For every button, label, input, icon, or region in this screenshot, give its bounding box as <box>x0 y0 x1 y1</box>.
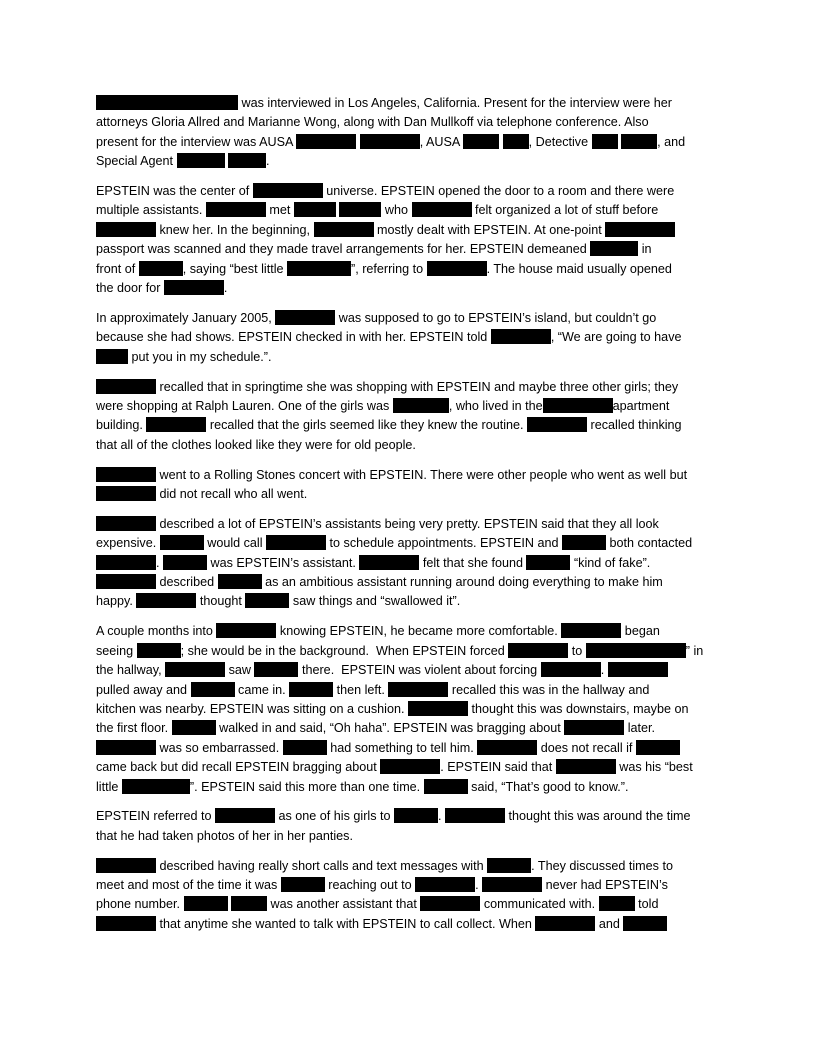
redaction-bar <box>388 682 448 697</box>
redaction-bar <box>146 417 206 432</box>
redaction-bar <box>206 202 266 217</box>
text-line <box>96 328 724 347</box>
text-segment: the door for <box>96 281 164 296</box>
text-segment: put you in my schedule.”. <box>128 349 272 364</box>
redaction-bar <box>526 555 570 570</box>
redaction-bar <box>218 574 262 589</box>
text-line <box>96 436 724 455</box>
text-segment: who <box>381 203 412 218</box>
text-segment: that anytime she wanted to talk with EPSTEIN to call collect. When <box>156 916 536 931</box>
text-line <box>96 182 724 201</box>
text-segment: to <box>568 643 586 658</box>
paragraph <box>96 309 724 367</box>
redaction-bar <box>608 662 668 677</box>
redaction-bar <box>231 896 267 911</box>
redaction-bar <box>420 896 480 911</box>
redaction-bar <box>477 740 537 755</box>
redaction-bar <box>164 280 224 295</box>
redaction-bar <box>96 349 128 364</box>
text-segment: . <box>156 555 163 570</box>
redaction-bar <box>96 95 238 110</box>
text-line <box>96 778 724 797</box>
redaction-bar <box>541 662 601 677</box>
redaction-bar <box>96 916 156 931</box>
text-segment: happy. <box>96 594 137 609</box>
text-segment: recalled this was in the hallway and <box>448 682 650 697</box>
text-segment: does not recall if <box>537 740 636 755</box>
text-segment: was interviewed in Los Angeles, California. Present for the interview were her <box>238 96 672 110</box>
text-segment: meet and most of the time it was <box>96 878 281 893</box>
redaction-bar <box>527 417 587 432</box>
text-segment: reaching out to <box>324 878 416 893</box>
text-segment: had something to tell him. <box>326 740 478 755</box>
text-segment: then left. <box>333 682 389 697</box>
text-segment: , Detective <box>528 134 592 149</box>
text-segment: communicated with. <box>480 897 599 912</box>
text-segment: described a lot of EPSTEIN’s assistants being very pretty. EPSTEIN said that they all look <box>156 516 659 531</box>
redaction-bar <box>283 740 327 755</box>
text-segment: , saying “best little <box>182 261 287 276</box>
text-line <box>96 240 724 259</box>
text-line <box>96 279 724 298</box>
text-segment: universe. EPSTEIN opened the door to a room and there were <box>322 184 675 199</box>
text-line <box>96 758 724 777</box>
text-line <box>96 573 724 592</box>
text-line <box>96 895 724 914</box>
redaction-bar <box>253 183 323 198</box>
text-segment: knew her. In the beginning, <box>156 222 314 237</box>
document-body <box>96 94 724 945</box>
text-line <box>96 378 724 397</box>
text-segment: felt that she found <box>419 555 527 570</box>
text-segment: . EPSTEIN said that <box>440 760 556 775</box>
text-segment: said, “That’s good to know.”. <box>467 779 629 794</box>
text-line <box>96 827 724 846</box>
text-segment: . <box>223 281 228 296</box>
redaction-bar <box>360 134 420 149</box>
text-segment: recalled that in springtime she was shopping with EPSTEIN and maybe three other girls; they <box>156 379 679 394</box>
text-segment: mostly dealt with EPSTEIN. At one-point <box>373 222 606 237</box>
redaction-bar <box>165 662 225 677</box>
text-segment: ”, referring to <box>351 261 427 276</box>
redaction-bar <box>487 858 531 873</box>
text-line <box>96 554 724 573</box>
redaction-bar <box>359 555 419 570</box>
text-segment: apartment <box>612 398 670 413</box>
redaction-bar <box>393 398 449 413</box>
text-segment: would call <box>203 536 267 551</box>
text-segment: came back but did recall EPSTEIN bragging about <box>96 760 381 775</box>
text-segment: , and <box>657 134 686 149</box>
text-segment: kitchen was nearby. EPSTEIN was sitting on a cushion. <box>96 701 408 716</box>
redaction-bar <box>623 916 667 931</box>
paragraph <box>96 857 724 935</box>
text-line <box>96 622 724 641</box>
text-segment: present for the interview was AUSA <box>96 134 297 149</box>
text-segment: expensive. <box>96 536 160 551</box>
text-segment: recalled thinking <box>587 418 682 433</box>
text-segment: , AUSA <box>419 134 464 149</box>
redaction-bar <box>636 740 680 755</box>
text-line <box>96 113 724 132</box>
redaction-bar <box>445 808 505 823</box>
redaction-bar <box>289 682 333 697</box>
text-segment: A couple months into <box>96 624 217 639</box>
paragraph <box>96 94 724 172</box>
text-segment: . <box>266 154 270 169</box>
text-line <box>96 857 724 876</box>
text-segment: thought this was around the time <box>505 809 691 824</box>
text-segment: described having really short calls and text messages with <box>156 858 488 873</box>
redaction-bar <box>296 134 356 149</box>
text-segment: was EPSTEIN’s assistant. <box>207 555 360 570</box>
text-segment: did not recall who all went. <box>156 487 308 502</box>
redaction-bar <box>508 643 568 658</box>
text-segment: in <box>638 242 652 257</box>
text-line <box>96 485 724 504</box>
redaction-bar <box>412 202 472 217</box>
text-segment: , “We are going to have <box>550 330 682 345</box>
redaction-bar <box>482 877 542 892</box>
redaction-bar <box>266 535 326 550</box>
text-line <box>96 681 724 700</box>
redaction-bar <box>216 623 276 638</box>
redaction-bar <box>408 701 468 716</box>
redaction-bar <box>96 467 156 482</box>
text-line <box>96 133 724 152</box>
text-segment: , who lived in the <box>448 398 543 413</box>
text-segment: passport was scanned and they made travel arrangements for her. EPSTEIN demeaned <box>96 242 591 257</box>
redaction-bar <box>562 535 606 550</box>
text-segment: phone number. <box>96 897 184 912</box>
text-segment: . <box>600 663 608 678</box>
redaction-bar <box>281 877 325 892</box>
text-line <box>96 260 724 279</box>
text-segment: In approximately January 2005, <box>96 310 276 325</box>
text-line <box>96 515 724 534</box>
text-segment: the hallway, <box>96 663 166 678</box>
redaction-bar <box>561 623 621 638</box>
redaction-bar <box>424 779 468 794</box>
text-line <box>96 915 724 934</box>
text-segment: to schedule appointments. EPSTEIN and <box>326 536 562 551</box>
redaction-bar <box>339 202 381 217</box>
text-segment: because she had shows. EPSTEIN checked in with her. EPSTEIN told <box>96 330 491 345</box>
redaction-bar <box>96 574 156 589</box>
redaction-bar <box>96 516 156 531</box>
redaction-bar <box>228 153 266 168</box>
text-segment: came in. <box>234 682 290 697</box>
redaction-bar <box>215 808 275 823</box>
text-line <box>96 592 724 611</box>
text-line <box>96 642 724 661</box>
redaction-bar <box>590 241 638 256</box>
redaction-bar <box>621 134 657 149</box>
redaction-bar <box>543 398 613 413</box>
text-segment: thought this was downstairs, maybe on <box>467 701 689 716</box>
redaction-bar <box>427 261 487 276</box>
text-segment: met <box>265 203 294 218</box>
text-line <box>96 534 724 553</box>
text-segment: little <box>96 779 122 794</box>
text-segment: recalled that the girls seemed like they knew the routine. <box>206 418 528 433</box>
text-segment: attorneys Gloria Allred and Marianne Wong, along with Dan Mullkoff via telephone conference. Also <box>96 115 649 130</box>
text-segment: EPSTEIN was the center of <box>96 184 253 199</box>
redaction-bar <box>415 877 475 892</box>
redaction-bar <box>275 310 335 325</box>
redaction-bar <box>96 858 156 873</box>
redaction-bar <box>96 555 156 570</box>
text-line <box>96 94 724 113</box>
redaction-bar <box>294 202 336 217</box>
text-segment: and <box>595 916 624 931</box>
text-segment: as one of his girls to <box>274 809 394 824</box>
text-segment: described <box>156 575 218 590</box>
redaction-bar <box>491 329 551 344</box>
redaction-bar <box>96 486 156 501</box>
redaction-bar <box>191 682 235 697</box>
text-line <box>96 661 724 680</box>
redaction-bar <box>163 555 207 570</box>
text-segment: that he had taken photos of her in her panties. <box>96 828 353 843</box>
text-segment: ; she would be in the background. When EPSTEIN forced <box>180 643 509 658</box>
paragraph <box>96 182 724 298</box>
redaction-bar <box>160 535 204 550</box>
redaction-bar <box>137 643 181 658</box>
text-segment: multiple assistants. <box>96 203 206 218</box>
text-segment: went to a Rolling Stones concert with EPSTEIN. There were other people who went as well but <box>156 467 688 482</box>
text-line <box>96 807 724 826</box>
text-line <box>96 700 724 719</box>
text-segment: ” in <box>685 643 704 658</box>
redaction-bar <box>254 662 298 677</box>
redaction-bar <box>245 593 289 608</box>
redaction-bar <box>122 779 190 794</box>
text-segment: ”. EPSTEIN said this more than one time. <box>189 779 424 794</box>
text-segment: felt organized a lot of stuff before <box>471 203 659 218</box>
text-segment: the first floor. <box>96 721 172 736</box>
text-segment: there. EPSTEIN was violent about forcing <box>298 663 541 678</box>
text-segment: Special Agent <box>96 154 177 169</box>
text-segment: was his “best <box>615 760 693 775</box>
text-segment: later. <box>624 721 656 736</box>
redaction-bar <box>184 896 228 911</box>
text-segment: seeing <box>96 643 137 658</box>
text-line <box>96 309 724 328</box>
text-segment: saw things and “swallowed it”. <box>289 594 461 609</box>
redaction-bar <box>96 222 156 237</box>
redaction-bar <box>463 134 499 149</box>
redaction-bar <box>503 134 529 149</box>
text-segment: was supposed to go to EPSTEIN’s island, but couldn’t go <box>335 310 657 325</box>
text-segment: front of <box>96 261 139 276</box>
text-line <box>96 466 724 485</box>
text-segment: walked in and said, “Oh haha”. EPSTEIN was bragging about <box>215 721 565 736</box>
redaction-bar <box>96 379 156 394</box>
text-segment: knowing EPSTEIN, he became more comfortable. <box>276 624 562 639</box>
text-segment: . <box>438 809 445 824</box>
text-line <box>96 397 724 416</box>
text-segment: that all of the clothes looked like they were for old people. <box>96 437 416 452</box>
redaction-bar <box>394 808 438 823</box>
text-segment: was so embarrassed. <box>156 740 283 755</box>
text-segment: never had EPSTEIN’s <box>542 878 668 893</box>
text-segment: . <box>475 878 483 893</box>
text-segment: as an ambitious assistant running around doing everything to make him <box>261 575 663 590</box>
text-segment: told <box>634 897 659 912</box>
redaction-bar <box>177 153 225 168</box>
redaction-bar <box>586 643 686 658</box>
text-line <box>96 416 724 435</box>
redaction-bar <box>287 261 351 276</box>
paragraph <box>96 378 724 456</box>
text-line <box>96 221 724 240</box>
paragraph <box>96 807 724 846</box>
redaction-bar <box>139 261 183 276</box>
redaction-bar <box>314 222 374 237</box>
text-line <box>96 201 724 220</box>
text-line <box>96 152 724 171</box>
redaction-bar <box>172 720 216 735</box>
text-segment: . The house maid usually opened <box>486 261 672 276</box>
paragraph <box>96 466 724 505</box>
text-line <box>96 348 724 367</box>
redaction-bar <box>535 916 595 931</box>
redaction-bar <box>564 720 624 735</box>
text-segment: “kind of fake”. <box>570 555 651 570</box>
paragraph <box>96 515 724 612</box>
text-segment: began <box>621 624 660 639</box>
text-segment: both contacted <box>605 536 693 551</box>
redaction-bar <box>605 222 675 237</box>
text-segment: . They discussed times to <box>531 858 673 873</box>
text-segment: saw <box>225 663 255 678</box>
redaction-bar <box>136 593 196 608</box>
redaction-bar <box>599 896 635 911</box>
text-segment: was another assistant that <box>267 897 421 912</box>
redaction-bar <box>96 740 156 755</box>
text-segment: EPSTEIN referred to <box>96 809 215 824</box>
text-line <box>96 719 724 738</box>
text-line <box>96 739 724 758</box>
text-segment: building. <box>96 418 147 433</box>
redaction-bar <box>592 134 618 149</box>
text-segment: thought <box>196 594 246 609</box>
redaction-bar <box>380 759 440 774</box>
paragraph <box>96 622 724 797</box>
text-line <box>96 876 724 895</box>
redaction-bar <box>556 759 616 774</box>
text-segment: pulled away and <box>96 682 191 697</box>
text-segment: were shopping at Ralph Lauren. One of the girls was <box>96 398 393 413</box>
